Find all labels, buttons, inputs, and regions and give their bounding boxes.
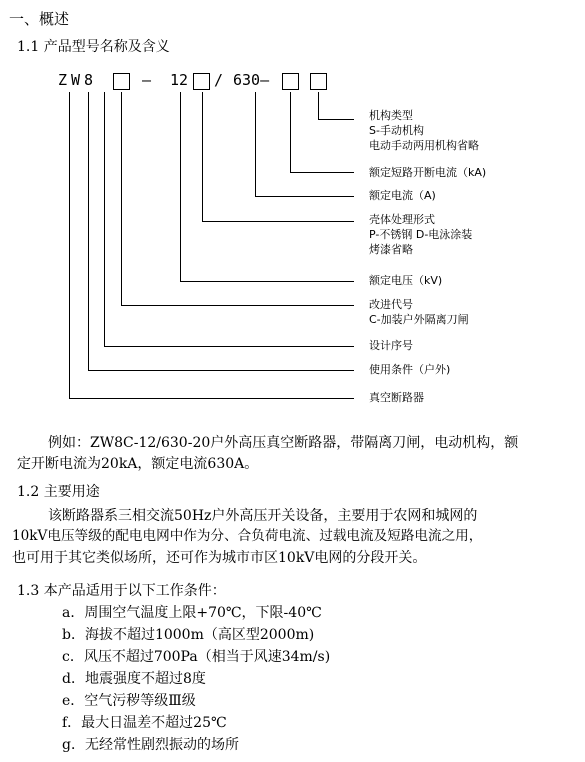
section-heading: 一、概述 [9,10,70,28]
condition-item: b．海拔不超过1000m（高区型2000m) [62,627,315,643]
purpose-line-1: 该断路器系三相交流50Hz户外高压开关设备，主要用于农网和城网的 [48,508,478,524]
model-voltage: 12 [170,71,189,89]
purpose-line-2: 10kV电压等级的配电电网中作为分、合负荷电流、过载电流及短路电流之用， [12,528,483,544]
label-mech-dual: 电动手动两用机构省略 [369,139,479,152]
label-shell: 壳体处理形式 [369,213,435,226]
leader-design-no [105,92,355,347]
label-rated-voltage: 额定电压（kV) [369,274,443,287]
condition-item: f．最大日温差不超过25℃ [62,715,227,731]
box-short-circuit [283,74,299,90]
label-mech-type: 机构类型 [369,109,413,122]
label-improve: 改进代号 [369,298,413,311]
model-prefix: ZW8 [58,71,98,89]
label-rated-current: 额定电流（A) [369,189,436,202]
label-mech-manual: S-手动机构 [369,124,424,137]
label-short-circuit: 额定短路开断电流（kA) [369,166,487,179]
model-current: 630— [233,71,270,89]
model-dash: — [142,71,152,89]
model-slash: / [214,71,224,89]
leader-vacuum [70,92,355,399]
label-usage: 使用条件（户外) [369,363,451,376]
leader-shell [203,92,355,222]
label-vacuum: 真空断路器 [369,391,424,404]
condition-item: g．无经常性剧烈振动的场所 [62,737,239,753]
leader-rated-current [256,92,355,197]
example-line-1: 例如：ZW8C-12/630-20户外高压真空断路器，带隔离刀闸，电动机构，额 [48,435,519,451]
label-shell-options: P-不锈钢 D-电泳涂装 [369,228,473,241]
box-mech-type [311,74,327,90]
subsection-1-1-heading: 1.1 产品型号名称及含义 [17,39,170,55]
purpose-line-3: 也可用于其它类似场所，还可作为城市市区10kV电网的分段开关。 [12,550,427,566]
label-improve-c: C-加装户外隔离刀闸 [369,313,469,326]
condition-item: d．地震强度不超过8度 [62,671,206,687]
leader-short-circuit [291,92,355,173]
example-line-2: 定开断电流为20kA，额定电流630A。 [17,456,259,472]
subsection-1-3-heading: 1.3 本产品适用于以下工作条件： [17,583,226,599]
box-improve-code [114,74,130,90]
label-shell-default: 烤漆省略 [369,243,413,256]
box-shell-treatment [194,74,210,90]
condition-item: a．周围空气温度上限+70℃，下限-40℃ [62,605,322,621]
leader-rated-voltage [181,92,355,282]
leader-usage [89,92,355,371]
label-design-no: 设计序号 [369,339,413,352]
condition-item: c．风压不超过700Pa（相当于风速34m/s) [62,649,331,665]
leader-improve [122,92,355,306]
condition-item: e．空气污秽等级Ⅲ级 [62,693,196,709]
subsection-1-2-heading: 1.2 主要用途 [17,484,100,500]
leader-mech-type [319,92,355,120]
